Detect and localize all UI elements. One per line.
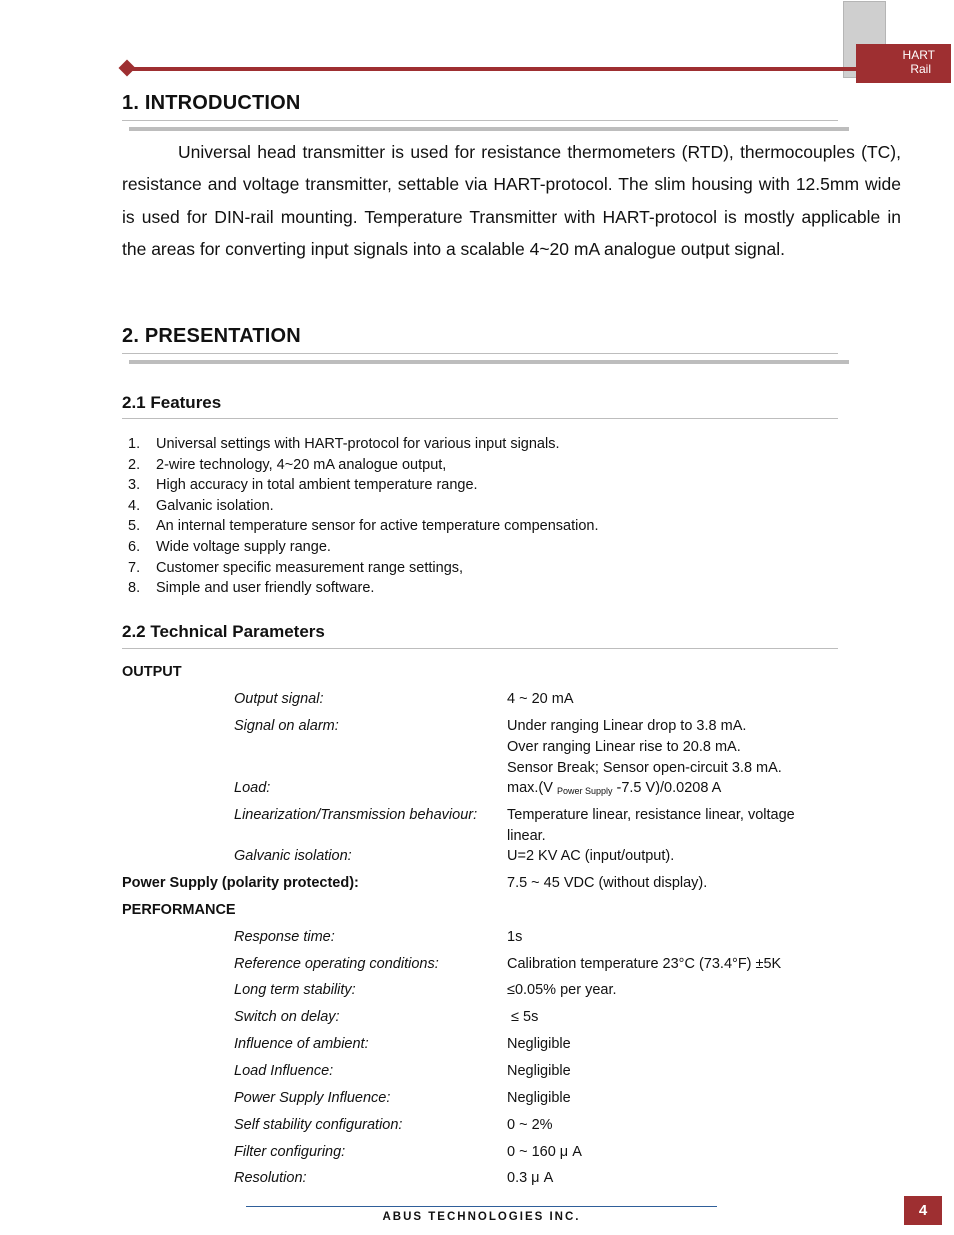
- param-value: Calibration temperature 23°C (73.4°F) ±5K: [507, 956, 782, 972]
- header-rule: [127, 67, 857, 71]
- param-key: Switch on delay:: [234, 1009, 340, 1025]
- footer-rule: [246, 1206, 717, 1207]
- param-value: Negligible: [507, 1036, 571, 1052]
- param-value: max.(V $_{Power Supply}$ -7.5 V)/0.0208 A: [507, 780, 722, 796]
- param-key: Linearization/Transmission behaviour:: [234, 807, 478, 823]
- param-value: ≤ 5s: [507, 1009, 539, 1025]
- param-key: Load Influence:: [234, 1063, 334, 1079]
- technical-heading: 2.2 Technical Parameters: [122, 622, 325, 641]
- param-value: Negligible: [507, 1063, 571, 1079]
- output-heading: OUTPUT: [122, 664, 182, 680]
- divider: [122, 418, 838, 419]
- param-key: Response time:: [234, 929, 335, 945]
- param-value: Temperature linear, resistance linear, voltage: [507, 807, 795, 823]
- param-value: 0.3 μ A: [507, 1170, 554, 1186]
- param-value: Over ranging Linear rise to 20.8 mA.: [507, 739, 741, 755]
- param-key: Long term stability:: [234, 982, 356, 998]
- param-key: Influence of ambient:: [234, 1036, 369, 1052]
- param-value: 1s: [507, 929, 523, 945]
- divider: [122, 648, 838, 649]
- param-key: Resolution:: [234, 1170, 307, 1186]
- list-item: 7. Customer specific measurement range settings,: [128, 559, 464, 576]
- power-heading: Power Supply (polarity protected):: [122, 875, 359, 891]
- param-key: Signal on alarm:: [234, 718, 339, 734]
- features-heading: 2.1 Features: [122, 393, 222, 412]
- divider: [129, 360, 849, 364]
- presentation-heading: 2. PRESENTATION: [122, 325, 301, 347]
- param-key: Galvanic isolation:: [234, 848, 352, 864]
- param-value: Negligible: [507, 1090, 571, 1106]
- list-item: 1. Universal settings with HART-protocol for various input signals.: [128, 436, 560, 452]
- list-item: 3. High accuracy in total ambient temperature range.: [128, 477, 478, 494]
- list-item: 2. 2-wire technology, 4~20 mA analogue output,: [128, 456, 447, 473]
- badge-line-1: HART: [902, 48, 935, 62]
- page-number: 4: [904, 1196, 942, 1225]
- param-key: Load:: [234, 780, 271, 796]
- intro-paragraph: Universal head transmitter is used for resistance thermometers (RTD), thermocouples (TC), resistance and voltage transmitter, settable via HART-protocol. The slim housing with 12.5mm wide is used for DIN-rail mounting. Temperature Transmitter with HART-protocol is mostly applicable in the areas for converting input signals into a scalable 4~20 mA analogue output signal.: [122, 142, 901, 259]
- divider: [129, 127, 849, 131]
- list-item: 8. Simple and user friendly software.: [128, 580, 375, 597]
- diamond-icon: [119, 60, 136, 77]
- divider: [122, 353, 838, 354]
- footer-company: ABUS TECHNOLOGIES INC.: [382, 1211, 581, 1223]
- param-key: Self stability configuration:: [234, 1117, 403, 1133]
- performance-heading: PERFORMANCE: [122, 902, 236, 918]
- badge-line-2: Rail: [910, 62, 931, 76]
- param-value: 4 ~ 20 mA: [507, 691, 574, 707]
- param-value: 0 ~ 160 μ A: [507, 1144, 582, 1160]
- param-key: Power Supply Influence:: [234, 1090, 391, 1106]
- intro-heading: 1. INTRODUCTION: [122, 92, 301, 114]
- features-list: [128, 434, 598, 599]
- param-value: ≤0.05% per year.: [507, 982, 617, 998]
- list-item: 6. Wide voltage supply range.: [128, 538, 331, 555]
- product-badge: [856, 44, 951, 83]
- param-value: 0 ~ 2%: [507, 1117, 553, 1133]
- param-value: 7.5 ~ 45 VDC (without display).: [507, 875, 708, 891]
- param-value: Under ranging Linear drop to 3.8 mA.: [507, 718, 747, 734]
- param-key: Reference operating conditions:: [234, 956, 439, 972]
- param-key: Output signal:: [234, 691, 324, 707]
- list-item: 4. Galvanic isolation.: [128, 497, 274, 514]
- list-item: 5. An internal temperature sensor for active temperature compensation.: [128, 518, 599, 535]
- divider: [122, 120, 838, 121]
- param-key: Filter configuring:: [234, 1144, 346, 1160]
- param-value: Sensor Break; Sensor open-circuit 3.8 mA.: [507, 760, 782, 776]
- param-value: U=2 KV AC (input/output).: [507, 848, 675, 864]
- param-value: linear.: [507, 828, 546, 844]
